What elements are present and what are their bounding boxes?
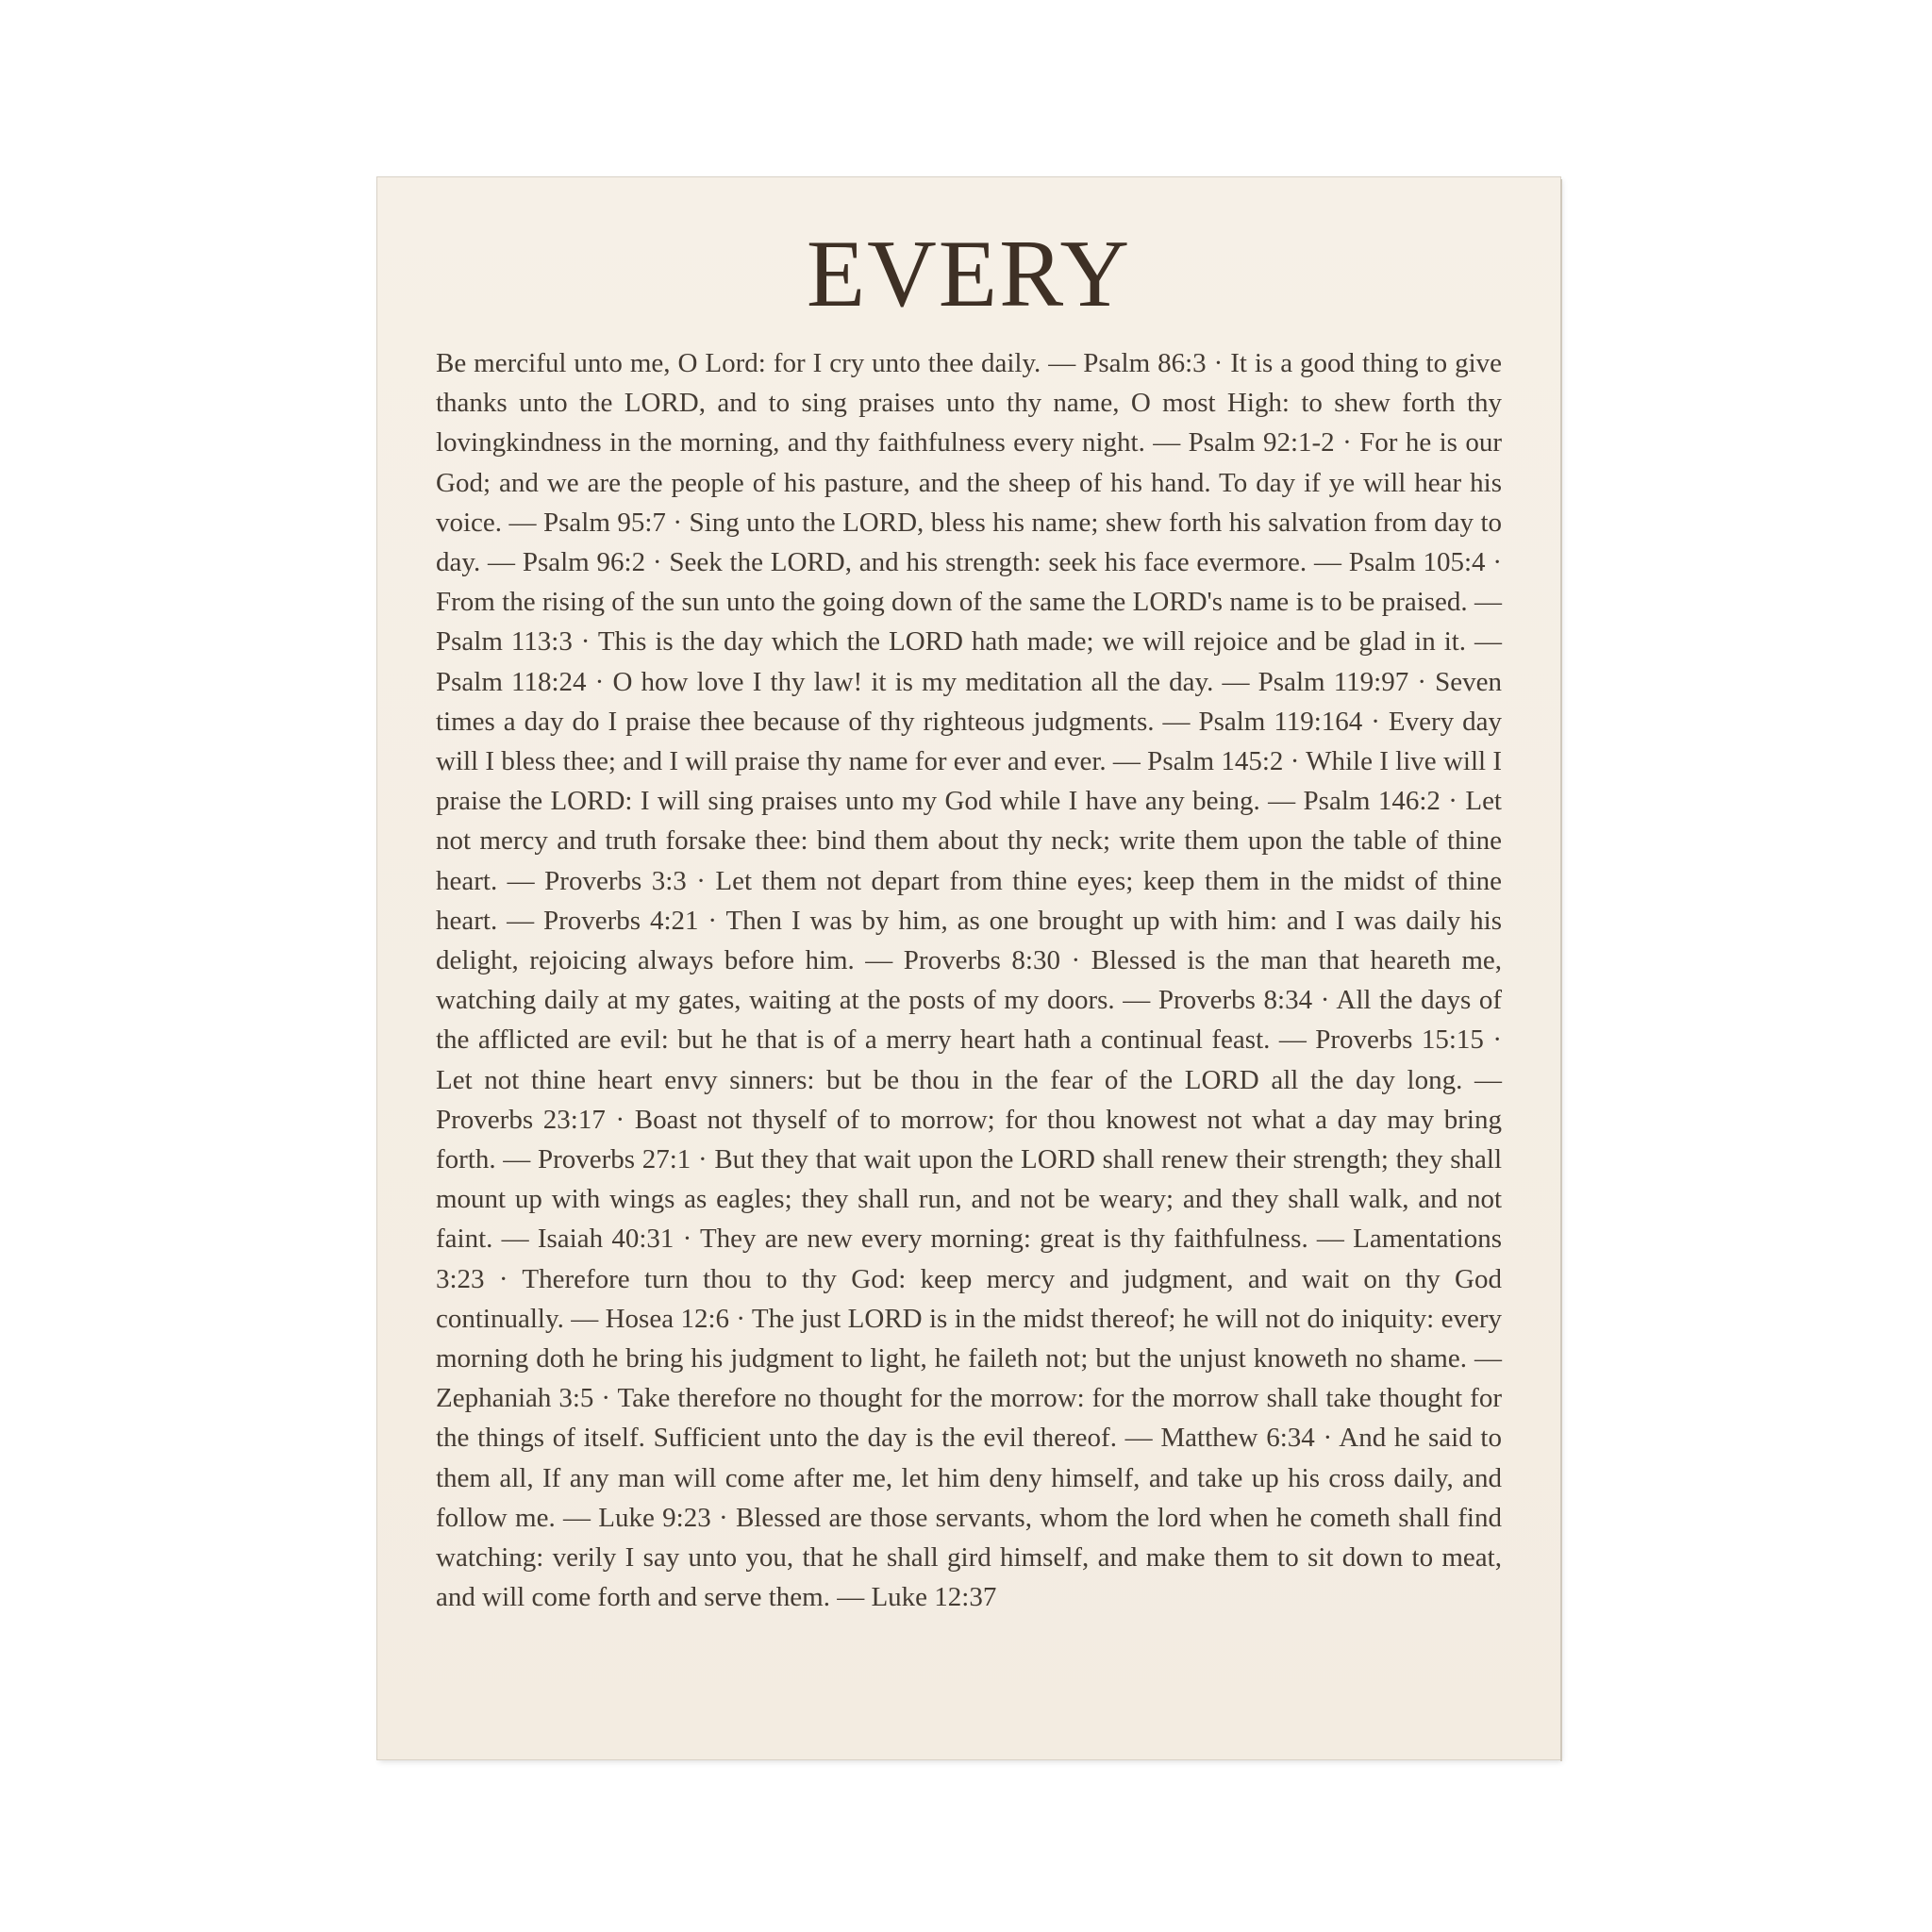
poster-title: EVERY [806,221,1132,327]
scripture-text: Be merciful unto me, O Lord: for I cry unto thee daily. — Psalm 86:3 · It is a good thing to give thanks unto the LORD, and to sing praises unto thy name, O most High: to shew forth thy lovingkindness in the morning, and thy faithfulness every night. — Psalm 92:1-2 · For he is our God; and we are the people of his pasture, and the sheep of his hand. To day if ye will hear his voice. — Psalm 95:7 · Sing unto the LORD, bless his name; shew forth his salvation from day to day. — Psalm 96:2 · Seek the LORD, and his strength: seek his face evermore. — Psalm 105:4 · From the rising of the sun unto the going down of the same the LORD's name is to be praised. — Psalm 113:3 · This is the day which the LORD hath made; we will rejoice and be glad in it. — Psalm 118:24 · O how love I thy law! it is my meditation all the day. — Psalm 119:97 · Seven times a day do I praise thee because of thy righteous judgments. — Psalm 119:164 · Every day will I bless thee; and I will praise thy name for ever and ever. — Psalm 145:2 · While I live will I praise the LORD: I will sing praises unto my God while I have any being. — Psalm 146:2 · Let not mercy and truth forsake thee: bind them about thy neck; write them upon the table of thine heart. — Proverbs 3:3 · Let them not depart from thine eyes; keep them in the midst of thine heart. — Proverbs 4:21 · Then I was by him, as one brought up with him: and I was daily his delight, rejoicing always before him. — Proverbs 8:30 · Blessed is the man that heareth me, watching daily at my gates, waiting at the posts of my doors. — Proverbs 8:34 · All the days of the afflicted are evil: but he that is of a merry heart hath a continual feast. — Proverbs 15:15 · Let not thine heart envy sinners: but be thou in the fear of the LORD all the day long. — Proverbs 23:17 · Boast not thyself of to morrow; for thou knowest not what a day may bring forth. — Proverbs 27:1 · But they that wait upon the LORD shall renew their strength; they shall mount up with wings as eagles; they shall run, and not be weary; and they shall walk, and not faint. — Isaiah 40:31 · They are new every morning: great is thy faithfulness. — Lamentations 3:23 · Therefore turn thou to thy God: keep mercy and judgment, and wait on thy God continually. — Hosea 12:6 · The just LORD is in the midst thereof; he will not do iniquity: every morning doth he bring his judgment to light, he faileth not; but the unjust knoweth no shame. — Zephaniah 3:5 · Take therefore no thought for the morrow: for the morrow shall take thought for the things of itself. Sufficient unto the day is the evil thereof. — Matthew 6:34 · And he said to them all, If any man will come after me, let him deny himself, and take up his cross daily, and follow me. — Luke 9:23 · Blessed are those servants, whom the lord when he cometh shall find watching: verily I say unto you, that he shall gird himself, and make them to sit down to meat, and will come forth and serve them. — Luke 12:37 [436,348,1502,1613]
canvas-print [377,177,1560,1759]
